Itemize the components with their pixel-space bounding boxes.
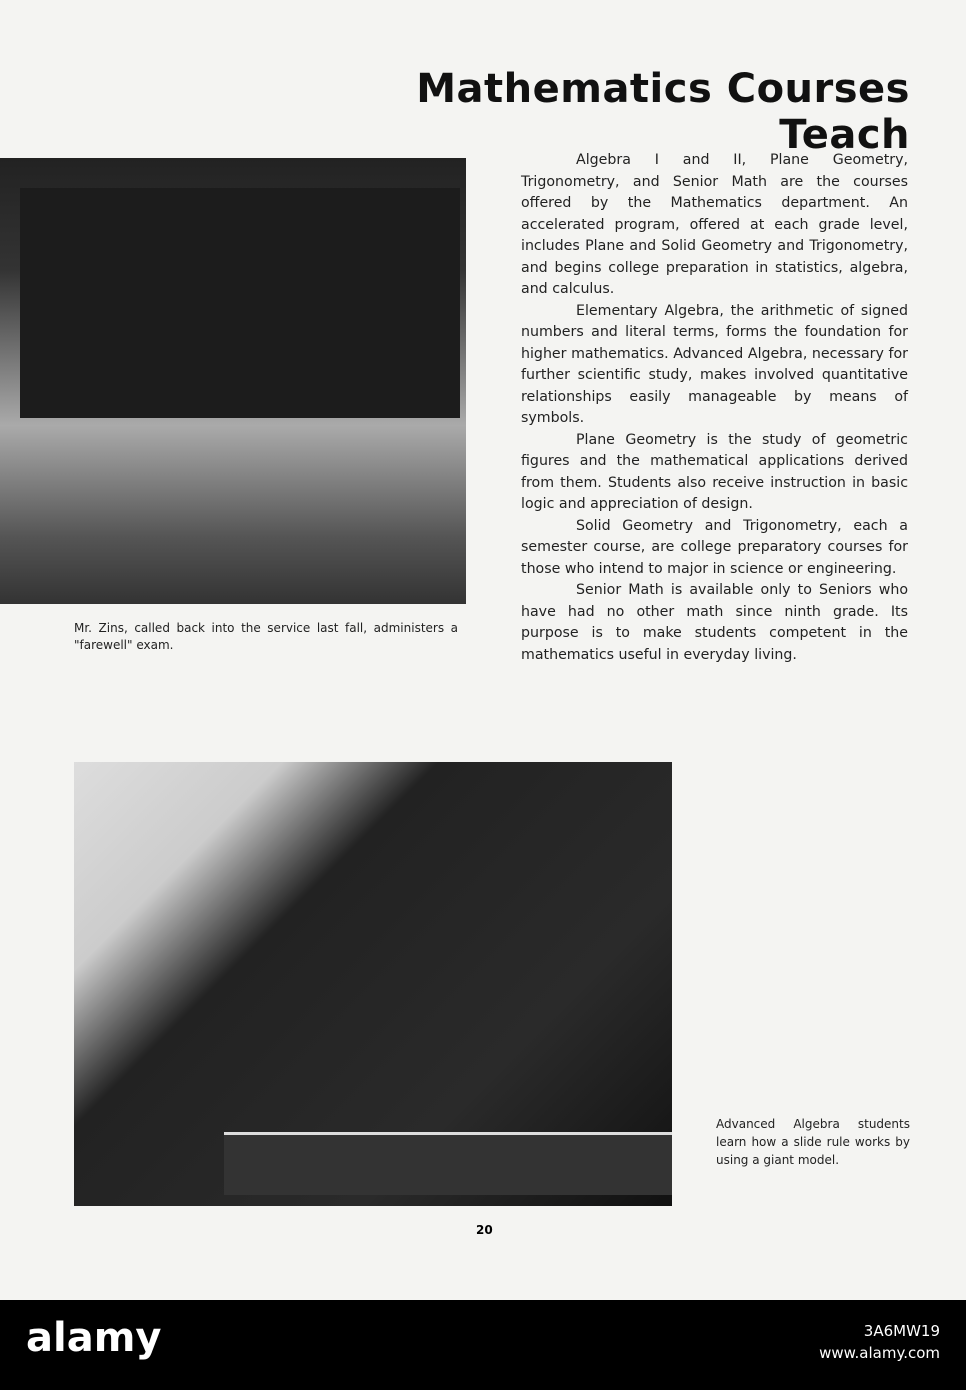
paragraph: Solid Geometry and Trigonometry, each a semester course, are college preparatory courses for those who intend to major in science or engineering. <box>521 517 908 577</box>
alamy-logo: alamy <box>26 1315 162 1361</box>
article-body <box>521 150 908 666</box>
page-number: 20 <box>476 1223 493 1237</box>
image-id <box>819 1320 940 1364</box>
image-id-text: 3A6MW19 <box>863 1322 940 1340</box>
paragraph: Senior Math is available only to Seniors who have had no other math since ninth grade. Its purpose is to make students competent in the mathematics useful in everyday living. <box>521 582 908 663</box>
photo-caption-2: Advanced Algebra students learn how a slide rule works by using a giant model. <box>716 1117 910 1167</box>
paragraph: Elementary Algebra, the arithmetic of signed numbers and literal terms, forms the foundation for higher mathematics. Advanced Algebra, necessary for further scientific study, makes involved quantitative relationships easily manageable by means of symbols. <box>521 302 908 426</box>
photo-caption-1: Mr. Zins, called back into the service last fall, administers a "farewell" exam. <box>74 621 458 652</box>
slide-rule-photo <box>74 762 672 1206</box>
alamy-url: www.alamy.com <box>819 1344 940 1362</box>
paragraph: Plane Geometry is the study of geometric figures and the mathematical applications derived from them. Students also receive instruction in basic logic and appreciation of design. <box>521 431 908 512</box>
classroom-exam-photo <box>0 158 466 604</box>
page-title: Mathematics Courses Teach <box>416 66 910 158</box>
paragraph: Algebra I and II, Plane Geometry, Trigonometry, and Senior Math are the courses offered by the Mathematics department. An accelerated program, offered at each grade level, includes Plane and Solid Geometry and Trigonometry, and begins college preparation in statistics, algebra, and calculus. <box>521 152 908 297</box>
